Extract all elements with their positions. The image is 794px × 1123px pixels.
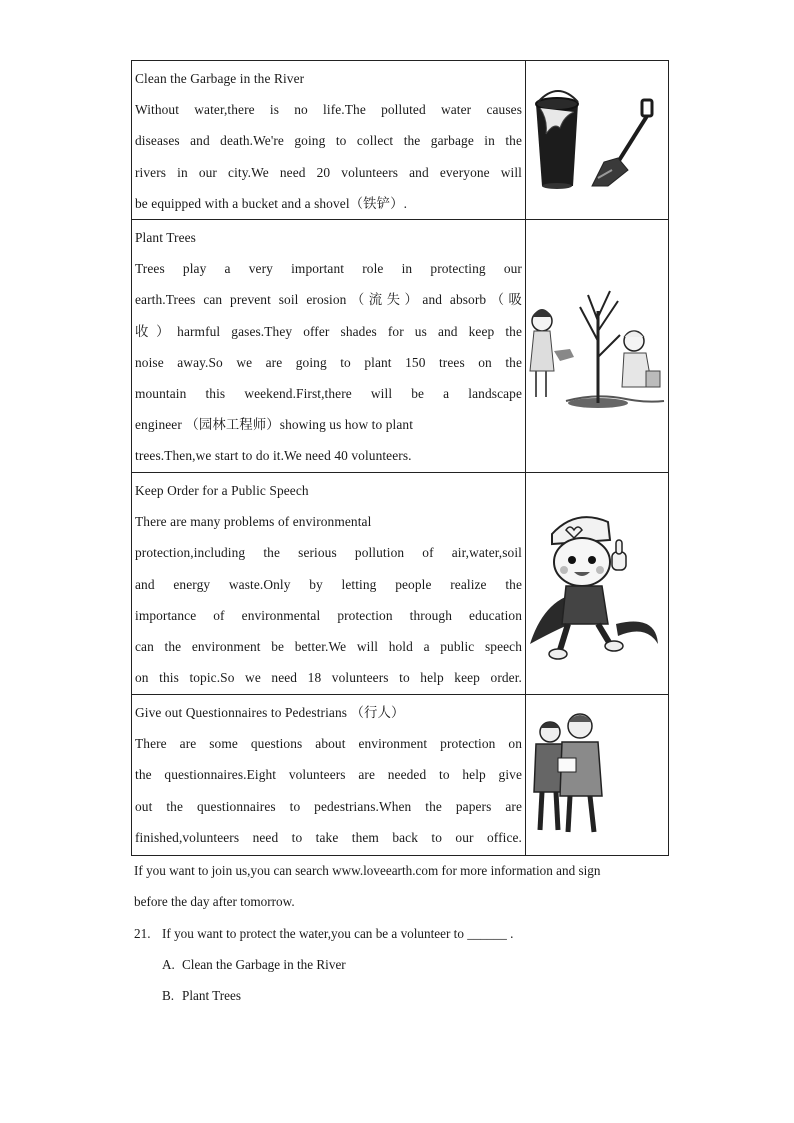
activity-line: engineer （园林工程师）showing us how to plant <box>135 417 414 433</box>
activity-row-plant-trees <box>132 220 669 473</box>
activity-text-cell <box>132 220 526 473</box>
activity-line: out the questionnaires to pedestrians.When the papers are <box>135 798 522 814</box>
bucket-and-shovel-illustration <box>526 61 668 219</box>
join-info-line: If you want to join us,you can search www.loveearth.com for more information and sign <box>134 863 601 878</box>
running-boy-thumbs-up-illustration <box>526 473 668 694</box>
activity-line: earth.Trees can prevent soil erosion（流失）and absorb（吸 <box>135 292 522 308</box>
activity-line: rivers in our city.We need 20 volunteers and everyone will <box>135 164 522 180</box>
question-text: If you want to protect the water,you can be a volunteer to ______ . <box>162 926 514 941</box>
activity-line: the questionnaires.Eight volunteers are needed to help give <box>135 767 522 783</box>
two-people-reading-illustration <box>526 695 668 855</box>
join-info-line: before the day after tomorrow. <box>134 894 295 909</box>
activity-line: Without water,there is no life.The polluted water causes <box>135 102 522 118</box>
activity-line: importance of environmental protection through education <box>135 607 522 623</box>
activity-line: diseases and death.We're going to collect the garbage in the <box>135 133 522 149</box>
volunteer-activities-table <box>131 60 669 856</box>
option-letter: B. <box>162 988 175 1003</box>
activity-line: on this topic.So we need 18 volunteers to help keep order. <box>135 670 522 686</box>
activity-line: and energy waste.Only by letting people realize the <box>135 576 522 592</box>
children-planting-tree-illustration <box>526 220 668 472</box>
activity-image-cell <box>526 61 669 220</box>
activity-line: finished,volunteers need to take them back to our office. <box>135 829 522 845</box>
activity-text-cell <box>132 695 526 856</box>
activity-text-cell <box>132 473 526 695</box>
join-info-paragraph <box>134 855 654 917</box>
activity-row-clean-river <box>132 61 669 220</box>
activity-row-questionnaires <box>132 695 669 856</box>
activity-title: Clean the Garbage in the River <box>135 71 305 86</box>
question-21 <box>134 918 513 949</box>
activity-line: noise away.So we are going to plant 150 trees on the <box>135 354 522 370</box>
option-a[interactable] <box>162 949 346 980</box>
question-number: 21. <box>134 926 151 941</box>
activity-line: trees.Then,we start to do it.We need 40 volunteers. <box>135 448 412 464</box>
activity-line: be equipped with a bucket and a shovel（铁铲）. <box>135 195 408 211</box>
activity-line: can the environment be better.We will hold a public speech <box>135 639 522 655</box>
activity-title: Give out Questionnaires to Pedestrians （行人） <box>135 705 405 721</box>
activity-line: mountain this weekend.First,there will be a landscape <box>135 386 522 402</box>
activity-line: There are some questions about environment protection on <box>135 736 522 752</box>
activity-text-cell <box>132 61 526 220</box>
option-b[interactable] <box>162 980 241 1011</box>
activity-image-cell <box>526 695 669 856</box>
activity-line: Trees play a very important role in protecting our <box>135 261 522 277</box>
activity-image-cell <box>526 473 669 695</box>
activity-line: protection,including the serious pollution of air,water,soil <box>135 545 522 561</box>
activity-line: 收）harmful gases.They offer shades for us and keep the <box>135 323 522 339</box>
activity-title: Plant Trees <box>135 230 196 246</box>
activity-line: There are many problems of environmental <box>135 514 372 530</box>
option-letter: A. <box>162 957 175 972</box>
activity-image-cell <box>526 220 669 473</box>
option-text: Plant Trees <box>182 988 241 1003</box>
activity-title: Keep Order for a Public Speech <box>135 483 309 499</box>
activity-row-public-speech <box>132 473 669 695</box>
option-text: Clean the Garbage in the River <box>182 957 346 972</box>
